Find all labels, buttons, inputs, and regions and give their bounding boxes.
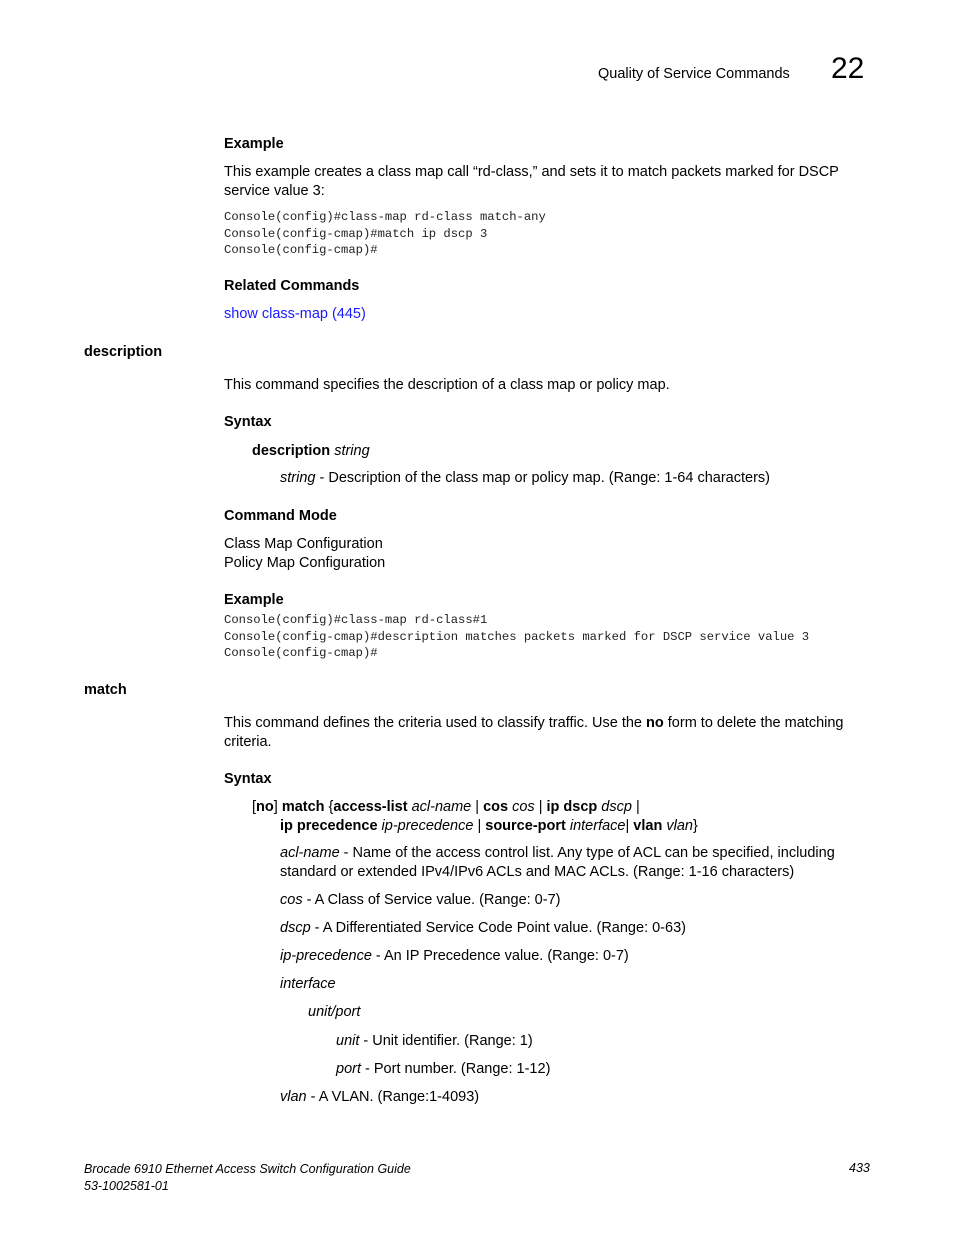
- syntax-line: [252, 442, 370, 461]
- command-summary: [224, 714, 864, 752]
- param-name: interface: [280, 976, 336, 992]
- related-commands-heading: Related Commands: [224, 278, 360, 294]
- syntax-keyword: cos: [483, 799, 509, 815]
- example-description: This example creates a class map call “rd-class,” and sets it to match packets marked for DSCP service value 3:: [224, 164, 839, 199]
- code-line: Console(config-cmap)#description matches packets marked for DSCP service value 3: [224, 629, 810, 644]
- param-interface: [280, 975, 336, 994]
- related-command-link[interactable]: show class-map (445): [224, 306, 366, 322]
- param-name: unit/port: [308, 1004, 361, 1020]
- param-text: - Port number. (Range: 1-12): [361, 1061, 551, 1077]
- footer-doc-number: 53-1002581-01: [84, 1179, 169, 1193]
- param-text: - A Differentiated Service Code Point value. (Range: 0-63): [310, 920, 686, 936]
- running-header-title: Quality of Service Commands: [598, 66, 790, 82]
- param-text: - Unit identifier. (Range: 1): [359, 1033, 533, 1049]
- syntax-keyword: vlan: [633, 818, 663, 834]
- param-acl-name: [280, 844, 835, 882]
- param-text: standard or extended IPv4/IPv6 ACLs and MAC ACLs. (Range: 1-16 characters): [280, 864, 795, 880]
- summary-keyword: no: [646, 715, 664, 731]
- brace: }: [692, 818, 698, 834]
- param-name: dscp: [280, 920, 311, 936]
- syntax-keyword: ip dscp: [546, 799, 598, 815]
- example-heading: Example: [224, 136, 284, 152]
- code-line: Console(config-cmap)#: [224, 646, 378, 660]
- command-name-match: match: [84, 682, 127, 698]
- param-vlan: [280, 1088, 479, 1107]
- summary-text: This command defines the criteria used to classify traffic. Use the: [224, 715, 647, 731]
- param-unit-port: [308, 1003, 360, 1022]
- page-number: 433: [849, 1161, 870, 1175]
- syntax-keyword: source-port: [485, 818, 566, 834]
- param-name: cos: [280, 892, 303, 908]
- code-block: [224, 612, 809, 662]
- syntax-keyword: ip precedence: [280, 818, 378, 834]
- param-name: unit: [336, 1033, 360, 1049]
- param-unit: [336, 1032, 533, 1051]
- param-name: ip-precedence: [280, 948, 372, 964]
- syntax-param: string: [334, 443, 370, 459]
- command-summary: This command specifies the description of a class map or policy map.: [224, 377, 670, 393]
- param-name: string: [280, 470, 316, 486]
- syntax-param: vlan: [662, 818, 693, 834]
- param-port: [336, 1060, 550, 1079]
- command-name-description: description: [84, 344, 163, 360]
- param-text: - Name of the access control list. Any type of ACL can be specified, including: [339, 845, 835, 861]
- example-heading: Example: [224, 592, 284, 608]
- bracket: ]: [273, 799, 282, 815]
- separator: |: [471, 799, 484, 815]
- code-line: Console(config-cmap)#match ip dscp 3: [224, 226, 488, 241]
- syntax-keyword: access-list: [333, 799, 408, 815]
- summary-text: form to delete the matching criteria.: [224, 715, 844, 750]
- syntax-line-1: [252, 798, 640, 817]
- syntax-param: ip-precedence: [377, 818, 474, 834]
- separator: |: [625, 818, 634, 834]
- param-name: port: [336, 1061, 361, 1077]
- param-name: vlan: [280, 1089, 307, 1105]
- separator: |: [631, 799, 640, 815]
- chapter-number: 22: [831, 52, 865, 85]
- code-line: Console(config)#class-map rd-class match-any: [224, 210, 546, 224]
- syntax-param: interface: [565, 818, 626, 834]
- param-ip-precedence: [280, 947, 629, 966]
- syntax-heading: Syntax: [224, 414, 272, 430]
- syntax-line-2: [280, 817, 698, 836]
- syntax-param: dscp: [597, 799, 632, 815]
- param-text: - An IP Precedence value. (Range: 0-7): [371, 948, 629, 964]
- syntax-param: acl-name: [407, 799, 472, 815]
- param-text: - A VLAN. (Range:1-4093): [306, 1089, 480, 1105]
- footer-doc-title: Brocade 6910 Ethernet Access Switch Configuration Guide: [84, 1162, 411, 1176]
- syntax-param: cos: [508, 799, 535, 815]
- footer-document-info: [84, 1161, 411, 1195]
- command-mode-heading: Command Mode: [224, 508, 337, 524]
- param-dscp: [280, 919, 686, 938]
- param-description: [280, 469, 770, 488]
- code-line: Console(config)#class-map rd-class#1: [224, 613, 488, 627]
- param-text: - A Class of Service value. (Range: 0-7): [302, 892, 561, 908]
- command-mode-item: Class Map Configuration: [224, 536, 383, 552]
- code-block: [224, 209, 546, 259]
- separator: |: [534, 799, 547, 815]
- bracket: [: [252, 799, 257, 815]
- param-name: acl-name: [280, 845, 340, 861]
- separator: |: [473, 818, 486, 834]
- param-text: - Description of the class map or policy map. (Range: 1-64 characters): [315, 470, 770, 486]
- param-cos: [280, 891, 560, 910]
- syntax-heading: Syntax: [224, 771, 272, 787]
- syntax-keyword: match: [281, 799, 325, 815]
- syntax-keyword: description: [252, 443, 331, 459]
- command-mode-list: [224, 535, 385, 573]
- code-line: Console(config-cmap)#: [224, 243, 378, 257]
- brace: {: [324, 799, 334, 815]
- syntax-keyword: no: [256, 799, 274, 815]
- command-mode-item: Policy Map Configuration: [224, 555, 386, 571]
